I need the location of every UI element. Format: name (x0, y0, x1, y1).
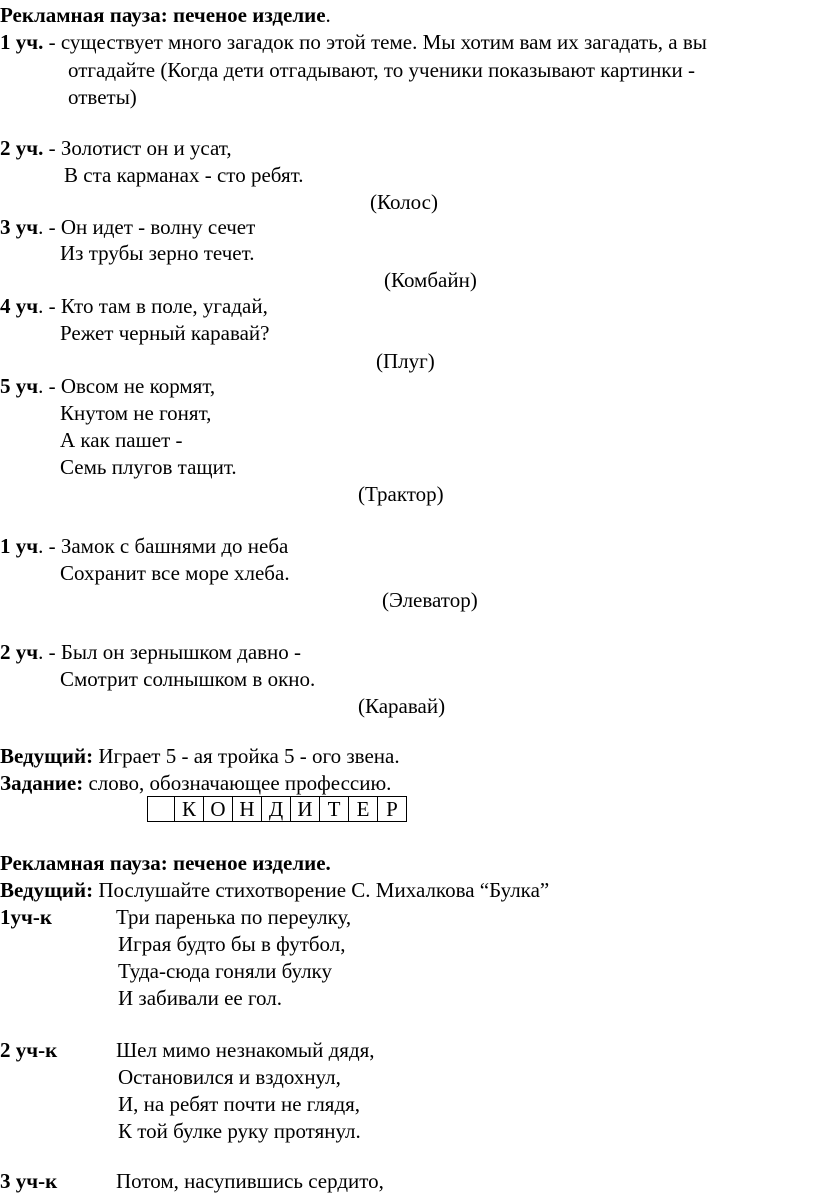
host-label: Ведущий: (0, 744, 94, 768)
poem-speaker: 1уч-к (0, 905, 52, 929)
riddle-answer: (Комбайн) (384, 268, 477, 292)
word-grid-cell: Н (233, 797, 262, 822)
word-grid (147, 796, 407, 822)
riddle-answer: (Трактор) (358, 482, 444, 506)
poem-line: Играя будто бы в футбол, (118, 932, 346, 956)
riddle-text: Овсом не кормят, (60, 374, 216, 398)
intro-text: - существует много загадок по этой теме. Мы хотим вам их загадать, а вы (43, 30, 707, 54)
speaker-label: 2 уч. (0, 136, 44, 160)
riddle-text: Золотист он и усат, (60, 136, 232, 160)
riddle-line: Кнутом не гонят, (60, 401, 212, 425)
riddle-text: Он идет - волну сечет (60, 215, 256, 239)
riddle-text: Был он зернышком давно - (60, 640, 302, 664)
host-text: Играет 5 - ая тройка 5 - ого звена. (93, 744, 400, 768)
word-grid-cell: О (204, 797, 233, 822)
riddle-line: 3 уч. - Он идет - волну сечет (0, 215, 256, 239)
section-heading (0, 2, 331, 28)
word-grid-cell: К (175, 797, 204, 822)
speaker-label: 1 уч (0, 534, 39, 558)
riddle-line: 2 уч. - Был он зернышком давно - (0, 640, 302, 664)
intro-line (0, 29, 707, 55)
riddle-answer: (Плуг) (376, 349, 435, 373)
section-heading-tail: . (325, 3, 331, 27)
poem-line: Шел мимо незнакомый дядя, (116, 1038, 375, 1062)
riddle-text: Кто там в поле, угадай, (60, 294, 268, 318)
word-grid-cell: И (291, 797, 320, 822)
poem-line: И, на ребят почти не глядя, (118, 1092, 361, 1116)
word-grid-cell: Р (378, 797, 407, 822)
riddle-answer: (Каравай) (358, 694, 446, 718)
riddle-line: Из трубы зерно течет. (60, 241, 255, 265)
poem-speaker: 2 уч-к (0, 1038, 58, 1062)
riddle-line: Семь плугов тащит. (60, 455, 237, 479)
riddle-answer: (Элеватор) (382, 588, 478, 612)
word-grid-cell: Д (262, 797, 291, 822)
word-grid-empty-cell (148, 797, 175, 822)
riddle-line: 2 уч. - Золотист он и усат, (0, 136, 232, 160)
speaker-label: 3 уч (0, 215, 39, 239)
riddle-line: В ста карманах - сто ребят. (64, 163, 304, 187)
speaker-label: 5 уч (0, 374, 39, 398)
riddle-line: 4 уч. - Кто там в поле, угадай, (0, 294, 268, 318)
speaker-label: 1 уч. (0, 30, 44, 54)
section-heading: Рекламная пауза: печеное изделие. (0, 851, 331, 875)
riddle-line: А как пашет - (60, 428, 183, 452)
poem-line: Остановился и вздохнул, (118, 1065, 341, 1089)
speaker-label: 2 уч (0, 640, 39, 664)
word-grid-cell: Т (320, 797, 349, 822)
task-label: Задание: (0, 771, 84, 795)
riddle-line: Сохранит все море хлеба. (60, 561, 290, 585)
host-text: Послушайте стихотворение С. Михалкова “Булка” (93, 878, 550, 902)
riddle-line: Смотрит солнышком в окно. (60, 667, 316, 691)
riddle-line: Режет черный каравай? (60, 321, 270, 345)
poem-speaker: 3 уч-к (0, 1169, 58, 1193)
intro-line: отгадайте (Когда дети отгадывают, то ученики показывают картинки - (68, 58, 695, 82)
riddle-line: 1 уч. - Замок с башнями до неба (0, 534, 289, 558)
poem-line: Потом, насупившись сердито, (116, 1169, 384, 1193)
task-line (0, 770, 391, 796)
poem-line: К той булке руку протянул. (118, 1119, 361, 1143)
riddle-answer: (Колос) (370, 190, 438, 214)
poem-line: И забивали ее гол. (118, 986, 283, 1010)
riddle-line: 5 уч. - Овсом не кормят, (0, 374, 216, 398)
poem-line: Туда-сюда гоняли булку (118, 959, 332, 983)
poem-line: Три паренька по переулку, (116, 905, 352, 929)
riddle-text: Замок с башнями до неба (60, 534, 289, 558)
intro-line: ответы) (68, 85, 137, 109)
speaker-label: 4 уч (0, 294, 39, 318)
word-grid-cell: Е (349, 797, 378, 822)
section-heading-text: Рекламная пауза: печеное изделие (0, 3, 326, 27)
task-text: слово, обозначающее профессию. (83, 771, 392, 795)
host-label: Ведущий: (0, 878, 94, 902)
host-line (0, 743, 400, 769)
host-line (0, 877, 549, 903)
